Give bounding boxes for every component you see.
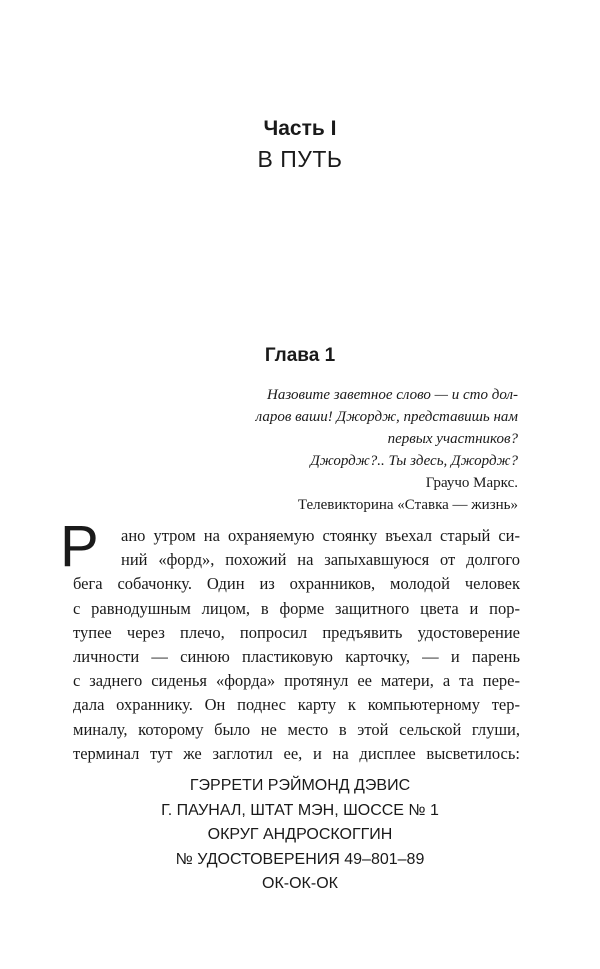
body-line: личности — синюю пластиковую карточку, — и парень bbox=[73, 647, 520, 667]
epigraph-line: ларов ваши! Джордж, представишь нам bbox=[255, 409, 518, 425]
body-line: терминал тут же заглотил ее, и на дисплее высветилось: bbox=[73, 743, 520, 763]
epigraph-attribution-source: Телевикторина «Ставка — жизнь» bbox=[297, 497, 518, 513]
epigraph-line: Назовите заветное слово — и сто дол- bbox=[266, 387, 518, 403]
display-line-id-number: № УДОСТОВЕРЕНИЯ 49–801–89 bbox=[175, 850, 425, 868]
body-line: дала охраннику. Он поднес карту к компьютерному тер- bbox=[73, 695, 520, 715]
epigraph-line: Джордж?.. Ты здесь, Джордж? bbox=[310, 453, 518, 469]
terminal-display bbox=[0, 774, 600, 897]
body-line: миналу, которому было не место в этой сельской глуши, bbox=[73, 719, 520, 739]
epigraph-line: первых участников? bbox=[387, 431, 518, 447]
epigraph-attribution-author: Граучо Маркс. bbox=[425, 475, 518, 491]
body-paragraph bbox=[73, 524, 520, 766]
part-subtitle: В ПУТЬ bbox=[257, 146, 343, 172]
display-line-name: ГЭРРЕТИ РЭЙМОНД ДЭВИС bbox=[189, 777, 411, 794]
body-line: бега собачонку. Один из охранников, молодой человек bbox=[73, 574, 520, 594]
display-line-status: ОК-ОК-ОК bbox=[262, 875, 338, 892]
body-line: тупее через плечо, попросил предъявить удостоверение bbox=[73, 622, 520, 642]
body-line: ний «форд», похожий на запыхавшуюся от долгого bbox=[121, 550, 520, 570]
body-line: с равнодушным лицом, в форме защитного цвета и пор- bbox=[73, 598, 520, 618]
display-line-address: Г. ПАУНАЛ, ШТАТ МЭН, ШОССЕ № 1 bbox=[161, 801, 439, 819]
part-title: Часть I bbox=[263, 117, 337, 140]
body-line: ано утром на охраняемую стоянку въехал старый си- bbox=[121, 526, 520, 545]
chapter-title: Глава 1 bbox=[264, 345, 336, 366]
drop-cap: Р bbox=[60, 514, 99, 579]
epigraph bbox=[200, 384, 518, 516]
display-line-county: ОКРУГ АНДРОСКОГГИН bbox=[207, 826, 393, 843]
body-line: с заднего сиденья «форда» протянул ее матери, а та пере- bbox=[73, 671, 520, 691]
